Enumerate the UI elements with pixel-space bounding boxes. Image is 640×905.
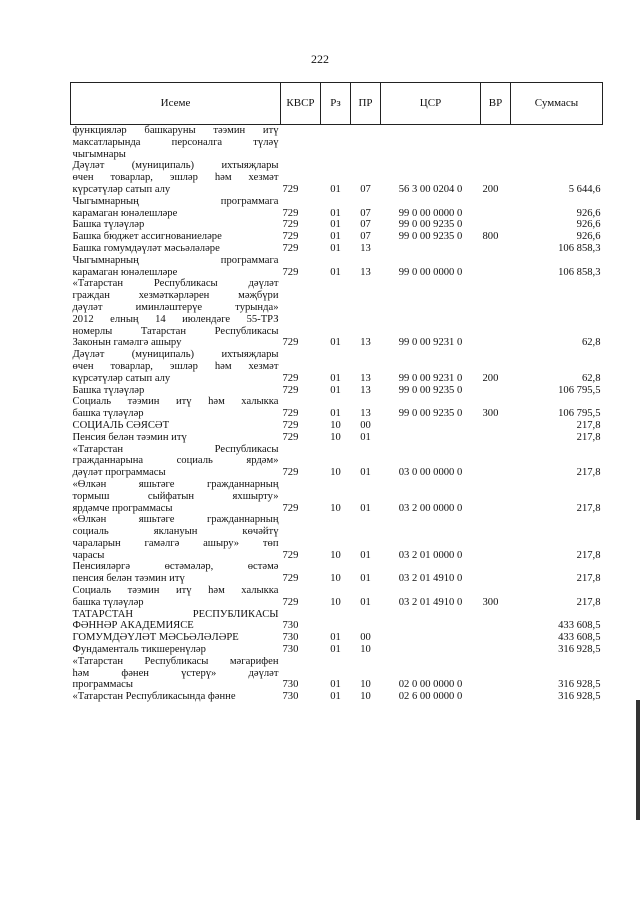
row-rz: 10 — [330, 467, 341, 479]
row-sum: 926,6 — [576, 207, 601, 219]
row-name-line: ярдәмче программасы — [72, 502, 173, 514]
row-name-line: «Өлкән яшьтәге гражданнарның — [72, 514, 279, 526]
row-name — [71, 385, 281, 397]
table-row — [71, 385, 603, 397]
row-csr — [381, 243, 481, 255]
row-sum: 433 608,5 — [558, 632, 601, 644]
row-csr — [381, 420, 481, 432]
row-sum: 217,8 — [576, 467, 601, 479]
row-sum: 316 928,5 — [558, 691, 601, 703]
row-name-line: дәүләт программасы — [72, 467, 166, 479]
table-row — [71, 243, 603, 255]
row-vr: 200 — [482, 372, 499, 384]
row-name — [71, 231, 281, 243]
row-name-line: чыгымнары — [72, 148, 126, 160]
row-vr: 200 — [482, 183, 499, 195]
row-kvsr: 730 — [282, 620, 299, 632]
row-kvsr: 729 — [282, 467, 299, 479]
row-rz — [321, 609, 351, 633]
row-name-line: Дәүләт (муниципаль) ихтыяҗлары — [72, 349, 279, 361]
row-kvsr: 729 — [282, 242, 299, 254]
row-name-line: «Татарстан Республикасы — [72, 443, 279, 455]
row-pr: 13 — [360, 266, 371, 278]
row-kvsr: 729 — [282, 384, 299, 396]
row-rz: 01 — [330, 337, 341, 349]
row-rz: 10 — [330, 596, 341, 608]
row-name — [71, 561, 281, 585]
row-csr: 03 0 00 0000 0 — [398, 467, 463, 479]
row-name — [71, 644, 281, 656]
table-row — [71, 420, 603, 432]
row-vr — [481, 255, 511, 279]
row-kvsr: 729 — [282, 183, 299, 195]
row-vr — [481, 479, 511, 514]
row-csr: 99 0 00 9235 0 — [398, 408, 463, 420]
row-sum: 926,6 — [576, 231, 601, 243]
row-rz: 01 — [330, 644, 341, 656]
row-csr: 99 0 00 0000 0 — [398, 207, 463, 219]
table-row — [71, 160, 603, 195]
row-pr: 13 — [360, 337, 371, 349]
row-rz: 10 — [330, 431, 341, 443]
row-vr — [481, 656, 511, 691]
row-name-line: ФӘННӘР АКАДЕМИЯСЕ — [72, 620, 194, 632]
row-csr: 99 0 00 9235 0 — [398, 231, 463, 243]
row-name-line: һәм фәнен үстерү» дәүләт — [72, 667, 279, 679]
scan-edge-mark — [636, 700, 640, 820]
row-sum: 316 928,5 — [558, 644, 601, 656]
page-number: 222 — [311, 52, 329, 66]
row-name — [71, 243, 281, 255]
row-kvsr — [281, 125, 321, 161]
row-csr: 03 2 00 0000 0 — [398, 502, 463, 514]
row-name-line: ТАТАРСТАН РЕСПУБЛИКАСЫ — [72, 608, 279, 620]
row-sum: 62,8 — [581, 372, 601, 384]
row-rz: 01 — [330, 231, 341, 243]
row-name — [71, 609, 281, 633]
row-pr: 13 — [360, 242, 371, 254]
row-name-line: Чыгымнарның программага — [72, 254, 279, 266]
row-rz: 01 — [330, 266, 341, 278]
table-header — [71, 83, 603, 125]
row-sum: 433 608,5 — [558, 620, 601, 632]
row-rz: 01 — [330, 242, 341, 254]
row-name — [71, 219, 281, 231]
row-name-line: Дәүләт (муниципаль) ихтыяҗлары — [72, 160, 279, 172]
row-pr: 10 — [360, 691, 371, 703]
row-sum: 106 858,3 — [558, 266, 601, 278]
row-csr — [381, 609, 481, 633]
row-kvsr: 729 — [282, 372, 299, 384]
row-rz: 01 — [330, 679, 341, 691]
row-name-line: Пенсияләргә өстәмәләр, өстәмә — [72, 561, 279, 573]
table-row — [71, 514, 603, 561]
row-vr — [481, 125, 511, 161]
row-name — [71, 278, 281, 349]
row-name-line: программасы — [72, 679, 133, 691]
row-name-line: Социаль тәэмин итү һәм халыкка — [72, 396, 279, 408]
row-name — [71, 691, 281, 703]
row-kvsr: 729 — [282, 596, 299, 608]
row-kvsr: 729 — [282, 431, 299, 443]
row-csr: 03 2 01 4910 0 — [398, 573, 463, 585]
row-name-line: «Өлкән яшьтәге гражданнарның — [72, 478, 279, 490]
row-pr: 01 — [360, 431, 371, 443]
row-kvsr: 730 — [282, 679, 299, 691]
row-name-line: «Татарстан Республикасы дәүләт — [72, 278, 279, 290]
row-csr: 03 2 01 4910 0 — [398, 596, 463, 608]
row-name-line: граждан хезмәткәрләрен мәҗбүри — [72, 290, 279, 302]
row-sum: 106 858,3 — [558, 242, 601, 254]
row-name — [71, 514, 281, 561]
row-kvsr: 730 — [282, 644, 299, 656]
row-kvsr: 730 — [282, 632, 299, 644]
row-vr — [481, 219, 511, 231]
row-vr — [481, 196, 511, 220]
row-kvsr: 729 — [282, 207, 299, 219]
row-sum: 106 795,5 — [558, 408, 601, 420]
header-kvsr: КВСР — [281, 83, 321, 125]
row-pr — [351, 125, 381, 161]
row-kvsr: 730 — [282, 691, 299, 703]
row-name — [71, 656, 281, 691]
row-rz: 01 — [330, 183, 341, 195]
row-rz: 10 — [330, 573, 341, 585]
row-name-line: чараларын гамәлгә ашыру» төп — [72, 537, 279, 549]
table-row — [71, 609, 603, 633]
row-sum: 5 644,6 — [568, 183, 601, 195]
row-name-line: карамаган юнәлешләре — [72, 207, 178, 219]
row-vr — [481, 691, 511, 703]
table-row — [71, 656, 603, 691]
header-name: Исеме — [71, 83, 281, 125]
row-name — [71, 125, 281, 161]
row-name-line: Пенсия белән тәэмин итү — [72, 431, 187, 443]
header-pr: ПР — [351, 83, 381, 125]
row-name — [71, 420, 281, 432]
row-pr: 07 — [360, 207, 371, 219]
row-name-line: өчен товарлар, эшләр һәм хезмәт — [72, 172, 279, 184]
row-vr — [481, 561, 511, 585]
table-row — [71, 632, 603, 644]
row-pr: 01 — [360, 573, 371, 585]
row-csr — [381, 125, 481, 161]
header-csr: ЦСР — [381, 83, 481, 125]
row-kvsr: 729 — [282, 231, 299, 243]
row-name-line: Башка бюджет ассигнованиеләре — [72, 231, 222, 243]
row-vr — [481, 644, 511, 656]
budget-table — [70, 82, 603, 703]
row-sum: 217,8 — [576, 502, 601, 514]
row-sum — [511, 125, 603, 161]
row-name — [71, 632, 281, 644]
row-rz: 01 — [330, 691, 341, 703]
table-row — [71, 479, 603, 514]
row-rz: 01 — [330, 384, 341, 396]
table-row — [71, 349, 603, 384]
row-sum: 62,8 — [581, 337, 601, 349]
row-csr: 99 0 00 9231 0 — [398, 337, 463, 349]
row-vr — [481, 243, 511, 255]
row-sum: 217,8 — [576, 573, 601, 585]
row-name-line: өчен товарлар, эшләр һәм хезмәт — [72, 360, 279, 372]
row-vr — [481, 278, 511, 349]
row-csr: 02 6 00 0000 0 — [398, 691, 463, 703]
row-rz: 01 — [330, 207, 341, 219]
row-sum: 217,8 — [576, 419, 601, 431]
row-csr: 99 0 00 9231 0 — [398, 372, 463, 384]
row-name — [71, 396, 281, 420]
row-name-line: дәүләт иминләштерүе турында» — [72, 301, 279, 313]
row-pr: 01 — [360, 467, 371, 479]
row-csr — [381, 644, 481, 656]
row-sum: 217,8 — [576, 549, 601, 561]
row-vr — [481, 609, 511, 633]
header-rz: Рз — [321, 83, 351, 125]
row-pr: 07 — [360, 231, 371, 243]
row-csr — [381, 432, 481, 444]
row-csr: 56 3 00 0204 0 — [398, 183, 463, 195]
row-name-line: тормыш сыйфатын яхшырту» — [72, 490, 279, 502]
row-name-line: Чыгымнарның программага — [72, 195, 279, 207]
row-pr: 10 — [360, 679, 371, 691]
row-vr: 300 — [482, 596, 499, 608]
row-kvsr: 729 — [282, 573, 299, 585]
row-name-line: ГОМУМДӘҮЛӘТ МӘСЬӘЛӘЛӘРЕ — [72, 632, 239, 644]
row-pr: 13 — [360, 408, 371, 420]
row-name — [71, 349, 281, 384]
row-name-line: социаль яклануын көчәйтү — [72, 526, 279, 538]
table-row — [71, 561, 603, 585]
row-name-line: гражданнарына социаль ярдәм» — [72, 455, 279, 467]
row-kvsr: 729 — [282, 419, 299, 431]
row-pr — [351, 609, 381, 633]
row-csr: 03 2 01 0000 0 — [398, 549, 463, 561]
row-name-line: функцияләр башкаруны тәэмин итү — [72, 125, 279, 136]
row-vr — [481, 514, 511, 561]
row-kvsr: 729 — [282, 502, 299, 514]
row-pr: 00 — [360, 419, 371, 431]
row-name-line: Башка түләүләр — [72, 219, 145, 231]
table-row — [71, 585, 603, 609]
table-row — [71, 125, 603, 161]
table-row — [71, 219, 603, 231]
row-name-line: башка түләүләр — [72, 596, 144, 608]
row-sum: 217,8 — [576, 431, 601, 443]
row-vr — [481, 385, 511, 397]
row-pr: 00 — [360, 632, 371, 644]
row-name-line: чарасы — [72, 549, 105, 561]
row-vr: 800 — [482, 231, 499, 243]
row-pr: 01 — [360, 502, 371, 514]
row-vr — [481, 420, 511, 432]
row-pr: 10 — [360, 644, 371, 656]
row-name-line: пенсия белән тәэмин итү — [72, 573, 185, 585]
row-sum: 106 795,5 — [558, 384, 601, 396]
row-vr — [481, 432, 511, 444]
table-row — [71, 196, 603, 220]
row-sum: 316 928,5 — [558, 679, 601, 691]
row-kvsr: 729 — [282, 266, 299, 278]
row-kvsr: 729 — [282, 408, 299, 420]
row-name-line: күрсәтүләр сатып алу — [72, 372, 171, 384]
table-row — [71, 432, 603, 444]
row-pr: 01 — [360, 596, 371, 608]
header-sum: Суммасы — [511, 83, 603, 125]
row-name — [71, 585, 281, 609]
row-pr: 07 — [360, 183, 371, 195]
row-name-line: Фундаменталь тикшеренүләр — [72, 644, 206, 656]
table-row — [71, 691, 603, 703]
table-row — [71, 444, 603, 479]
row-vr: 300 — [482, 408, 499, 420]
row-rz: 01 — [330, 219, 341, 231]
row-name-line: «Татарстан Республикасы мәгарифен — [72, 655, 279, 667]
row-pr: 01 — [360, 549, 371, 561]
row-kvsr: 729 — [282, 219, 299, 231]
row-rz — [321, 125, 351, 161]
row-csr: 02 0 00 0000 0 — [398, 679, 463, 691]
header-vr: ВР — [481, 83, 511, 125]
row-csr: 99 0 00 9235 0 — [398, 384, 463, 396]
row-name — [71, 432, 281, 444]
row-pr: 13 — [360, 384, 371, 396]
row-name-line: күрсәтүләр сатып алу — [72, 183, 171, 195]
row-sum: 926,6 — [576, 219, 601, 231]
row-pr: 07 — [360, 219, 371, 231]
row-rz: 10 — [330, 549, 341, 561]
row-name-line: Башка гомумдәүләт мәсьәләләре — [72, 242, 220, 254]
row-name-line: Башка түләүләр — [72, 384, 145, 396]
row-name-line: номерлы Татарстан Республикасы — [72, 325, 279, 337]
row-rz: 01 — [330, 372, 341, 384]
row-vr — [481, 444, 511, 479]
row-rz: 01 — [330, 632, 341, 644]
row-rz: 01 — [330, 408, 341, 420]
table-row — [71, 396, 603, 420]
row-rz: 10 — [330, 419, 341, 431]
row-name-line: СОЦИАЛЬ СӘЯСӘТ — [72, 419, 170, 431]
row-name-line: Социаль тәэмин итү һәм халыкка — [72, 585, 279, 597]
row-name — [71, 160, 281, 195]
table-row — [71, 278, 603, 349]
row-sum: 217,8 — [576, 596, 601, 608]
table-body — [71, 125, 603, 704]
table-row — [71, 255, 603, 279]
row-name — [71, 196, 281, 220]
row-name — [71, 444, 281, 479]
row-name — [71, 479, 281, 514]
row-name — [71, 255, 281, 279]
row-name-line: «Татарстан Республикасында фәнне — [72, 691, 236, 703]
row-name-line: максатларында персоналга түләү — [72, 136, 279, 148]
row-csr — [381, 632, 481, 644]
table-row — [71, 644, 603, 656]
row-csr: 99 0 00 9235 0 — [398, 219, 463, 231]
row-name-line: 2012 елның 14 июлендәге 55-ТРЗ — [72, 313, 279, 325]
row-pr: 13 — [360, 372, 371, 384]
row-name-line: Законын гамәлгә ашыру — [72, 337, 182, 349]
row-kvsr: 729 — [282, 549, 299, 561]
row-name-line: карамаган юнәлешләре — [72, 266, 178, 278]
row-rz: 10 — [330, 502, 341, 514]
row-csr: 99 0 00 0000 0 — [398, 266, 463, 278]
row-name-line: башка түләүләр — [72, 408, 144, 420]
table-row — [71, 231, 603, 243]
row-vr — [481, 632, 511, 644]
row-kvsr: 729 — [282, 337, 299, 349]
